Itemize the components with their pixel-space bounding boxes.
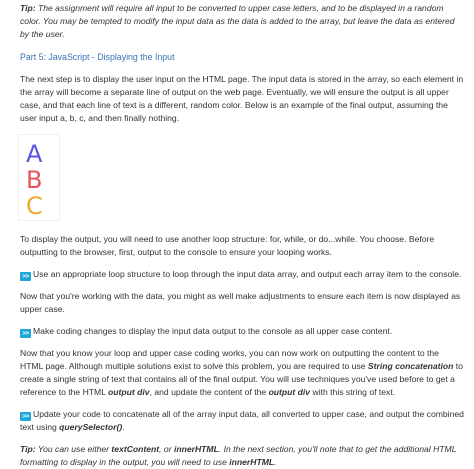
- loop-text-4: with this string of text.: [310, 387, 396, 397]
- tip-bottom-text-4: .: [274, 457, 277, 467]
- tip-bottom: [20, 443, 464, 469]
- section-heading: Part 5: JavaScript - Displaying the Input: [20, 52, 175, 62]
- loop-text-1: Now that you know your loop and upper case coding works, you can now work on outputting the content to the HTML page. Although multiple solutions exist to solve this problem, you are required to use: [20, 348, 439, 371]
- step-1: [20, 268, 464, 281]
- step-arrow-icon: >>: [20, 412, 31, 421]
- tip-bottom-bold-innerhtml-1: innerHTML: [173, 444, 219, 454]
- loop-bold-output-div-2: output div: [268, 387, 311, 397]
- example-output-image: [18, 134, 60, 221]
- step-3-bold-queryselector: querySelector(): [59, 422, 123, 432]
- tip-bottom-text-1: You can use either: [35, 444, 112, 454]
- intro-paragraph: The next step is to display the user input on the HTML page. The input data is stored in the array, so each element in the array will become a separate line of output on the web page. Eventually, we will ensure the output is all upper case, and that each line of text is a different, random color. Below is an example of the final output, assuming the user input a, b, c, and then finally nothing.: [20, 74, 464, 123]
- tip-bottom-text-2: , or: [159, 444, 174, 454]
- tip-bottom-label: Tip:: [20, 444, 36, 454]
- assignment-page: [20, 0, 464, 469]
- loop-paragraph: [20, 347, 464, 399]
- step-2-text: Make coding changes to display the input data output to the console as all upper case content.: [33, 326, 393, 336]
- step-3-text-2: .: [122, 422, 125, 432]
- step-arrow-icon: >>: [20, 272, 31, 281]
- loop-bold-string-concatenation: String concatenation: [367, 361, 454, 371]
- loop-text-2: to create a single string of text that contains all of the final output. You will use techniques you've used before to get a reference to the HTML: [20, 361, 463, 397]
- display-paragraph: To display the output, you will need to use another loop structure: for, while, or do...while. You choose. Before outputting to the browser, first, output to the console to ensure your looping works.: [20, 234, 435, 257]
- tip-bottom-bold-textcontent: textContent: [111, 444, 160, 454]
- step-1-text: Use an appropriate loop structure to loop through the input data array, and output each array item to the console.: [33, 269, 462, 279]
- step-arrow-icon: >>: [20, 329, 31, 338]
- step-2: [20, 325, 464, 338]
- example-letter-b: B: [26, 166, 43, 194]
- example-letter-c: C: [26, 192, 43, 220]
- tip-text: The assignment will require all input to be converted to upper case letters, and to be displayed in a random color. You may be tempted to modify the input data as the data is added to the array, but leave the data as entered by the user.: [20, 3, 455, 39]
- tip-bottom-bold-innerhtml-2: innerHTML: [229, 457, 275, 467]
- loop-text-3: , and update the content of the: [149, 387, 269, 397]
- step-3-text-1: Update your code to concatenate all of the array input data, all converted to upper case, and output the combined text using: [20, 409, 464, 432]
- tip-top: [20, 2, 464, 41]
- loop-bold-output-div-1: output div: [108, 387, 150, 397]
- uppercase-paragraph: Now that you're working with the data, you might as well make adjustments to ensure each item is now displayed as upper case.: [20, 291, 461, 314]
- tip-bottom-text-3: . In the next section, you'll note that to get the additional HTML formatting to display in the output, you will need to use: [20, 444, 457, 467]
- step-3: [20, 408, 464, 434]
- tip-label: Tip:: [20, 3, 36, 13]
- example-letter-a: A: [26, 140, 43, 168]
